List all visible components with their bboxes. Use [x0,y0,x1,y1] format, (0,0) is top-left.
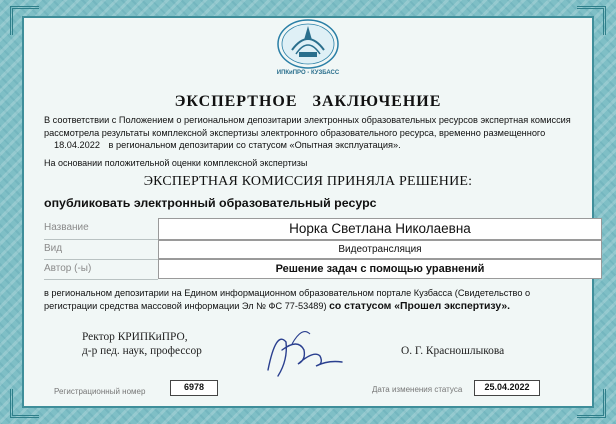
corner-ornament [10,389,39,418]
signature-icon [258,320,348,382]
conclusion-paragraph [44,287,576,313]
signatory-line-1: Ректор КРИПКиПРО, [82,331,188,343]
author-field: Решение задач с помощью уравнений [158,259,602,279]
corner-ornament [577,6,606,35]
intro-text-end: в региональном депозитарии со статусом «Опытная эксплуатация». [108,140,401,151]
row-divider [44,279,158,280]
signatory-line-2: д-р пед. наук, профессор [82,345,202,357]
intro-text: В соответствии с Положением о региональном депозитарии электронных образовательных ресурсов экспертная комиссия рассмотрела результаты комплексной экспертизы электронного образовательного ресурса, временно размещенного [44,115,571,138]
corner-ornament [10,6,39,35]
signatory-title [82,330,202,358]
logo-caption: ИПКиПРО - КУЗБАСС [276,70,340,76]
kind-label: Вид [44,243,63,254]
row-divider [44,259,158,260]
name-label: Название [44,222,89,233]
placement-date: 18.04.2022 [54,140,100,151]
conclusion-text: в региональном депозитарии на Едином информационном образовательном портале Кузбасса (Свидетельство о регистрации средства массовой информации Эл № ФС 77-53489) [44,288,531,311]
row-divider [44,239,158,240]
document-title: ЭКСПЕРТНОЕ ЗАКЛЮЧЕНИЕ [174,93,442,110]
conclusion-status: со статусом «Прошел экспертизу». [329,301,511,312]
kind-field: Видеотрансляция [158,240,602,259]
author-label: Автор (-ы) [44,263,92,274]
decision-heading: ЭКСПЕРТНАЯ КОМИССИЯ ПРИНЯЛА РЕШЕНИЕ: [143,174,473,189]
name-field: Норка Светлана Николаевна [158,218,602,240]
status-date: 25.04.2022 [474,380,540,396]
signatory-name: О. Г. Красношлыкова [401,345,505,357]
intro-paragraph [44,114,572,152]
status-date-label: Дата изменения статуса [372,385,463,394]
registration-label: Регистрационный номер [54,387,146,396]
basis-text: На основании положительной оценки комплексной экспертизы [44,158,308,168]
registration-number: 6978 [170,380,218,396]
publish-statement: опубликовать электронный образовательный ресурс [44,196,377,210]
corner-ornament [577,389,606,418]
